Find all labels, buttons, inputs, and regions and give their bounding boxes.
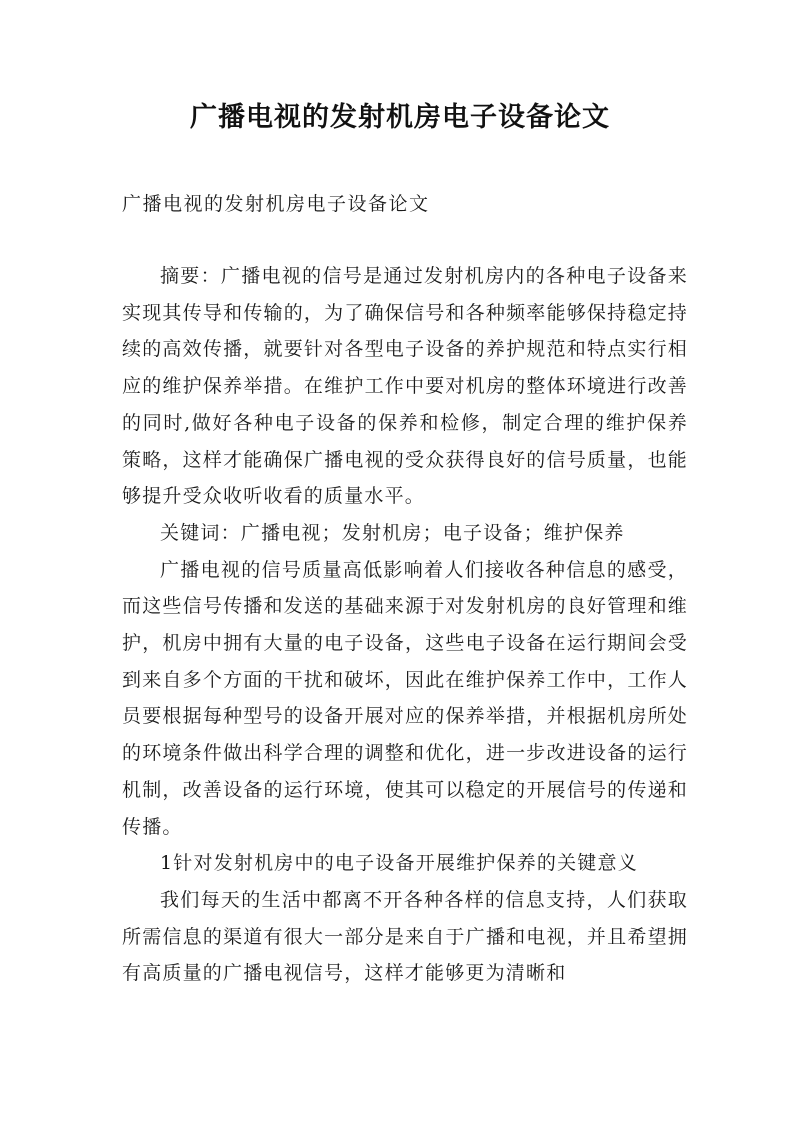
intro-paragraph: 广播电视的信号质量高低影响着人们接收各种信息的感受，而这些信号传播和发送的基础来源于对发射机房的良好管理和维护，机房中拥有大量的电子设备，这些电子设备在运行期间会受到来自多个方面的干扰和破坏，因此在维护保养工作中，工作人员要根据每种型号的设备开展对应的保养举措，并根据机房所处的环境条件做出科学合理的调整和优化，进一步改进设备的运行机制，改善设备的运行环境，使其可以稳定的开展信号的传递和传播。: [122, 558, 688, 838]
section-heading: 1针对发射机房中的电子设备开展维护保养的关键意义: [160, 852, 638, 875]
document-body: [122, 258, 688, 992]
keywords-paragraph: 关键词：广播电视；发射机房；电子设备；维护保养: [160, 521, 625, 544]
abstract-paragraph: 摘要：广播电视的信号是通过发射机房内的各种电子设备来实现其传导和传输的，为了确保信号和各种频率能够保持稳定持续的高效传播，就要针对各型电子设备的养护规范和特点实行相应的维护保养举措。在维护工作中要对机房的整体环境进行改善的同时,做好各种电子设备的保养和检修，制定合理的维护保养策略，这样才能确保广播电视的受众获得良好的信号质量，也能够提升受众收听收看的质量水平。: [122, 265, 688, 508]
document-title: 广播电视的发射机房电子设备论文: [190, 102, 610, 133]
section-paragraph: 我们每天的生活中都离不开各种各样的信息支持，人们获取所需信息的渠道有很大一部分是来自于广播和电视，并且希望拥有高质量的广播电视信号，这样才能够更为清晰和: [122, 888, 688, 985]
document-subtitle: 广播电视的发射机房电子设备论文: [122, 193, 430, 215]
